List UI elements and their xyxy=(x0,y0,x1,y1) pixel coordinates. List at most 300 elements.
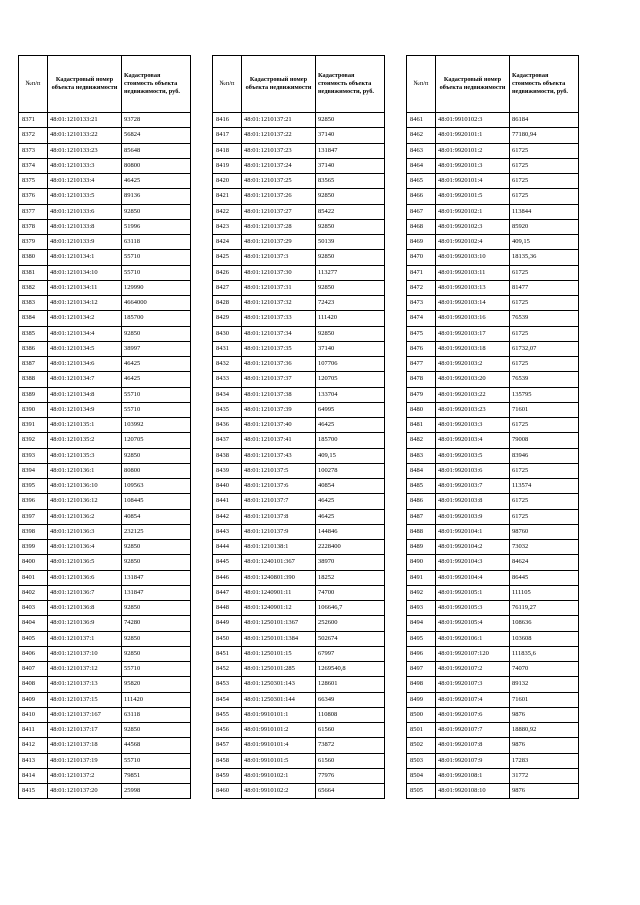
row-number: 8436 xyxy=(213,418,242,433)
register-table-column xyxy=(212,55,385,799)
table-row xyxy=(19,479,191,494)
row-number: 8376 xyxy=(19,189,48,204)
cadastral-number: 48:01:1210136:1 xyxy=(48,463,122,478)
cadastral-value: 111105 xyxy=(510,585,579,600)
cadastral-value: 185700 xyxy=(122,311,191,326)
row-number: 8417 xyxy=(213,128,242,143)
cadastral-number: 48:01:9920104:4 xyxy=(436,570,510,585)
cadastral-value: 61725 xyxy=(510,265,579,280)
header-number: №п/п xyxy=(19,56,48,113)
cadastral-value: 76119,27 xyxy=(510,601,579,616)
cadastral-value: 74700 xyxy=(316,585,385,600)
table-row xyxy=(407,326,579,341)
cadastral-number: 48:01:1210134:4 xyxy=(48,326,122,341)
row-number: 8373 xyxy=(19,143,48,158)
cadastral-value: 63118 xyxy=(122,235,191,250)
cadastral-number: 48:01:1210134:9 xyxy=(48,402,122,417)
row-number: 8394 xyxy=(19,463,48,478)
table-row xyxy=(19,341,191,356)
cadastral-number: 48:01:9920103:13 xyxy=(436,280,510,295)
table-row xyxy=(213,601,385,616)
cadastral-value: 92850 xyxy=(122,601,191,616)
cadastral-value: 80800 xyxy=(122,158,191,173)
table-row xyxy=(19,463,191,478)
cadastral-number: 48:01:1210136:6 xyxy=(48,570,122,585)
row-number: 8383 xyxy=(19,296,48,311)
table-row xyxy=(19,204,191,219)
table-header-row xyxy=(407,56,579,113)
row-number: 8399 xyxy=(19,540,48,555)
cadastral-number: 48:01:9920103:20 xyxy=(436,372,510,387)
row-number: 8396 xyxy=(19,494,48,509)
row-number: 8480 xyxy=(407,402,436,417)
cadastral-value: 92850 xyxy=(316,189,385,204)
cadastral-number: 48:01:1210133:6 xyxy=(48,204,122,219)
cadastral-value: 65664 xyxy=(316,784,385,799)
cadastral-value: 73872 xyxy=(316,738,385,753)
cadastral-value: 17283 xyxy=(510,753,579,768)
row-number: 8422 xyxy=(213,204,242,219)
cadastral-value: 502674 xyxy=(316,631,385,646)
table-row xyxy=(19,570,191,585)
cadastral-number: 48:01:1250301:144 xyxy=(242,692,316,707)
cadastral-number: 48:01:9920107:120 xyxy=(436,646,510,661)
row-number: 8474 xyxy=(407,311,436,326)
row-number: 8402 xyxy=(19,585,48,600)
cadastral-value: 61725 xyxy=(510,296,579,311)
table-row xyxy=(213,494,385,509)
cadastral-number: 48:01:1210136:3 xyxy=(48,524,122,539)
cadastral-number: 48:01:1210137:31 xyxy=(242,280,316,295)
table-row xyxy=(407,509,579,524)
cadastral-number: 48:01:9920107:7 xyxy=(436,723,510,738)
row-number: 8490 xyxy=(407,555,436,570)
row-number: 8451 xyxy=(213,646,242,661)
cadastral-number: 48:01:1210136:10 xyxy=(48,479,122,494)
table-row xyxy=(407,479,579,494)
row-number: 8397 xyxy=(19,509,48,524)
table-row xyxy=(19,784,191,799)
cadastral-number: 48:01:1210137:3 xyxy=(242,250,316,265)
row-number: 8493 xyxy=(407,601,436,616)
row-number: 8495 xyxy=(407,631,436,646)
cadastral-number: 48:01:9920103:16 xyxy=(436,311,510,326)
cadastral-value: 77180,94 xyxy=(510,128,579,143)
row-number: 8484 xyxy=(407,463,436,478)
cadastral-value: 61560 xyxy=(316,753,385,768)
cadastral-number: 48:01:9920103:10 xyxy=(436,250,510,265)
table-row xyxy=(213,616,385,631)
cadastral-value: 86184 xyxy=(510,113,579,128)
row-number: 8500 xyxy=(407,707,436,722)
cadastral-value: 61732,07 xyxy=(510,341,579,356)
table-row xyxy=(213,113,385,128)
cadastral-number: 48:01:1210133:8 xyxy=(48,219,122,234)
row-number: 8469 xyxy=(407,235,436,250)
cadastral-value: 76539 xyxy=(510,311,579,326)
table-row xyxy=(407,250,579,265)
cadastral-value: 46425 xyxy=(316,418,385,433)
table-row xyxy=(407,280,579,295)
table-row xyxy=(19,738,191,753)
row-number: 8392 xyxy=(19,433,48,448)
row-number: 8415 xyxy=(19,784,48,799)
row-number: 8460 xyxy=(213,784,242,799)
cadastral-value: 108636 xyxy=(510,616,579,631)
row-number: 8440 xyxy=(213,479,242,494)
row-number: 8446 xyxy=(213,570,242,585)
cadastral-value: 61725 xyxy=(510,357,579,372)
row-number: 8423 xyxy=(213,219,242,234)
cadastral-value: 46425 xyxy=(122,174,191,189)
row-number: 8489 xyxy=(407,540,436,555)
cadastral-number: 48:01:1210137:5 xyxy=(242,463,316,478)
cadastral-value: 83565 xyxy=(316,174,385,189)
cadastral-value: 92850 xyxy=(122,631,191,646)
cadastral-number: 48:01:9920103:18 xyxy=(436,341,510,356)
cadastral-number: 48:01:9920102:3 xyxy=(436,219,510,234)
cadastral-value: 77976 xyxy=(316,768,385,783)
table-row xyxy=(407,158,579,173)
cadastral-number: 48:01:1210134:6 xyxy=(48,357,122,372)
table-row xyxy=(407,784,579,799)
row-number: 8377 xyxy=(19,204,48,219)
row-number: 8445 xyxy=(213,555,242,570)
table-row xyxy=(407,448,579,463)
cadastral-value: 46425 xyxy=(122,357,191,372)
table-row xyxy=(213,463,385,478)
cadastral-number: 48:01:1210134:1 xyxy=(48,250,122,265)
row-number: 8424 xyxy=(213,235,242,250)
cadastral-number: 48:01:1210134:10 xyxy=(48,265,122,280)
cadastral-value: 56824 xyxy=(122,128,191,143)
cadastral-number: 48:01:1210137:9 xyxy=(242,524,316,539)
cadastral-value: 79008 xyxy=(510,433,579,448)
cadastral-value: 409,15 xyxy=(510,235,579,250)
row-number: 8449 xyxy=(213,616,242,631)
row-number: 8414 xyxy=(19,768,48,783)
cadastral-value: 131847 xyxy=(122,570,191,585)
cadastral-value: 9876 xyxy=(510,784,579,799)
row-number: 8444 xyxy=(213,540,242,555)
cadastral-number: 48:01:1210137:24 xyxy=(242,158,316,173)
row-number: 8454 xyxy=(213,692,242,707)
cadastral-number: 48:01:9910101:2 xyxy=(242,723,316,738)
cadastral-value: 92850 xyxy=(122,326,191,341)
row-number: 8437 xyxy=(213,433,242,448)
cadastral-value: 2228400 xyxy=(316,540,385,555)
cadastral-value: 129990 xyxy=(122,280,191,295)
row-number: 8479 xyxy=(407,387,436,402)
row-number: 8411 xyxy=(19,723,48,738)
table-row xyxy=(213,631,385,646)
row-number: 8477 xyxy=(407,357,436,372)
cadastral-number: 48:01:9920103:5 xyxy=(436,448,510,463)
table-row xyxy=(19,662,191,677)
cadastral-number: 48:01:9920105:4 xyxy=(436,616,510,631)
table-row xyxy=(213,418,385,433)
cadastral-number: 48:01:9920103:4 xyxy=(436,433,510,448)
row-number: 8380 xyxy=(19,250,48,265)
row-number: 8427 xyxy=(213,280,242,295)
table-row xyxy=(213,433,385,448)
cadastral-number: 48:01:1250101:1367 xyxy=(242,616,316,631)
cadastral-number: 48:01:9920103:2 xyxy=(436,357,510,372)
table-row xyxy=(19,158,191,173)
cadastral-value: 71601 xyxy=(510,692,579,707)
table-row xyxy=(407,219,579,234)
row-number: 8438 xyxy=(213,448,242,463)
table-row xyxy=(213,646,385,661)
cadastral-value: 38970 xyxy=(316,555,385,570)
row-number: 8466 xyxy=(407,189,436,204)
row-number: 8406 xyxy=(19,646,48,661)
cadastral-number: 48:01:1210136:4 xyxy=(48,540,122,555)
cadastral-number: 48:01:1210137:38 xyxy=(242,387,316,402)
table-row xyxy=(19,509,191,524)
table-row xyxy=(213,296,385,311)
cadastral-value: 92850 xyxy=(122,555,191,570)
table-row xyxy=(213,524,385,539)
cadastral-number: 48:01:1210137:13 xyxy=(48,677,122,692)
table-row xyxy=(213,662,385,677)
cadastral-value: 108445 xyxy=(122,494,191,509)
cadastral-value: 40854 xyxy=(122,509,191,524)
table-row xyxy=(407,585,579,600)
row-number: 8482 xyxy=(407,433,436,448)
table-row xyxy=(407,738,579,753)
cadastral-value: 92850 xyxy=(316,219,385,234)
cadastral-number: 48:01:9920105:3 xyxy=(436,601,510,616)
cadastral-number: 48:01:1240901:12 xyxy=(242,601,316,616)
cadastral-number: 48:01:9910101:5 xyxy=(242,753,316,768)
cadastral-value: 44568 xyxy=(122,738,191,753)
row-number: 8409 xyxy=(19,692,48,707)
cadastral-value: 86445 xyxy=(510,570,579,585)
cadastral-number: 48:01:1210137:39 xyxy=(242,402,316,417)
cadastral-number: 48:01:1210137:18 xyxy=(48,738,122,753)
cadastral-number: 48:01:9920107:8 xyxy=(436,738,510,753)
table-row xyxy=(19,174,191,189)
cadastral-value: 113844 xyxy=(510,204,579,219)
cadastral-number: 48:01:1210137:167 xyxy=(48,707,122,722)
cadastral-number: 48:01:9910101:1 xyxy=(242,707,316,722)
row-number: 8430 xyxy=(213,326,242,341)
cadastral-value: 46425 xyxy=(316,494,385,509)
table-row xyxy=(213,219,385,234)
cadastral-number: 48:01:1210133:23 xyxy=(48,143,122,158)
cadastral-value: 92850 xyxy=(316,250,385,265)
cadastral-value: 73032 xyxy=(510,540,579,555)
table-row xyxy=(19,128,191,143)
cadastral-number: 48:01:9910102:2 xyxy=(242,784,316,799)
table-row xyxy=(19,433,191,448)
table-row xyxy=(407,113,579,128)
row-number: 8421 xyxy=(213,189,242,204)
register-table-column xyxy=(18,55,191,799)
cadastral-number: 48:01:9920107:2 xyxy=(436,662,510,677)
cadastral-number: 48:01:1240901:11 xyxy=(242,585,316,600)
table-row xyxy=(407,631,579,646)
cadastral-value: 61725 xyxy=(510,463,579,478)
row-number: 8505 xyxy=(407,784,436,799)
row-number: 8381 xyxy=(19,265,48,280)
cadastral-number: 48:01:1210137:32 xyxy=(242,296,316,311)
cadastral-number: 48:01:1210137:28 xyxy=(242,219,316,234)
cadastral-number: 48:01:1210137:37 xyxy=(242,372,316,387)
row-number: 8388 xyxy=(19,372,48,387)
row-number: 8426 xyxy=(213,265,242,280)
row-number: 8408 xyxy=(19,677,48,692)
row-number: 8439 xyxy=(213,463,242,478)
cadastral-number: 48:01:9920103:22 xyxy=(436,387,510,402)
table-row xyxy=(19,524,191,539)
table-row xyxy=(213,204,385,219)
cadastral-number: 48:01:9920103:8 xyxy=(436,494,510,509)
cadastral-value: 9876 xyxy=(510,707,579,722)
table-row xyxy=(407,524,579,539)
row-number: 8428 xyxy=(213,296,242,311)
row-number: 8455 xyxy=(213,707,242,722)
cadastral-value: 55710 xyxy=(122,662,191,677)
cadastral-value: 46425 xyxy=(122,372,191,387)
cadastral-number: 48:01:1240801:390 xyxy=(242,570,316,585)
row-number: 8387 xyxy=(19,357,48,372)
table-row xyxy=(19,707,191,722)
cadastral-number: 48:01:9920103:11 xyxy=(436,265,510,280)
cadastral-value: 51996 xyxy=(122,219,191,234)
cadastral-value: 18880,92 xyxy=(510,723,579,738)
cadastral-number: 48:01:9920107:6 xyxy=(436,707,510,722)
table-row xyxy=(407,433,579,448)
cadastral-value: 113277 xyxy=(316,265,385,280)
table-row xyxy=(407,143,579,158)
table-row xyxy=(407,265,579,280)
row-number: 8441 xyxy=(213,494,242,509)
row-number: 8432 xyxy=(213,357,242,372)
table-row xyxy=(19,448,191,463)
row-number: 8425 xyxy=(213,250,242,265)
table-row xyxy=(213,372,385,387)
cadastral-value: 61725 xyxy=(510,143,579,158)
cadastral-number: 48:01:1210136:8 xyxy=(48,601,122,616)
row-number: 8404 xyxy=(19,616,48,631)
cadastral-number: 48:01:1210134:7 xyxy=(48,372,122,387)
cadastral-number: 48:01:9920107:4 xyxy=(436,692,510,707)
cadastral-value: 55710 xyxy=(122,402,191,417)
cadastral-value: 89136 xyxy=(122,189,191,204)
cadastral-number: 48:01:9920104:1 xyxy=(436,524,510,539)
cadastral-number: 48:01:9920102:4 xyxy=(436,235,510,250)
row-number: 8410 xyxy=(19,707,48,722)
cadastral-number: 48:01:1240101:367 xyxy=(242,555,316,570)
cadastral-value: 74280 xyxy=(122,616,191,631)
header-cadastral-value: Кадастровая стоимость объекта недвижимости, руб. xyxy=(122,56,191,113)
cadastral-number: 48:01:9920101:3 xyxy=(436,158,510,173)
row-number: 8503 xyxy=(407,753,436,768)
table-row xyxy=(213,357,385,372)
table-row xyxy=(407,570,579,585)
cadastral-number: 48:01:9920103:23 xyxy=(436,402,510,417)
table-row xyxy=(407,189,579,204)
cadastral-number: 48:01:1210137:19 xyxy=(48,753,122,768)
cadastral-value: 4664000 xyxy=(122,296,191,311)
row-number: 8371 xyxy=(19,113,48,128)
row-number: 8382 xyxy=(19,280,48,295)
cadastral-number: 48:01:9920107:3 xyxy=(436,677,510,692)
table-row xyxy=(213,235,385,250)
cadastral-number: 48:01:9920101:4 xyxy=(436,174,510,189)
cadastral-number: 48:01:1210137:20 xyxy=(48,784,122,799)
table-row xyxy=(19,540,191,555)
row-number: 8374 xyxy=(19,158,48,173)
cadastral-number: 48:01:1210136:5 xyxy=(48,555,122,570)
row-number: 8443 xyxy=(213,524,242,539)
row-number: 8453 xyxy=(213,677,242,692)
row-number: 8476 xyxy=(407,341,436,356)
cadastral-value: 61725 xyxy=(510,158,579,173)
row-number: 8485 xyxy=(407,479,436,494)
cadastral-number: 48:01:1210137:23 xyxy=(242,143,316,158)
table-row xyxy=(407,601,579,616)
cadastral-value: 109563 xyxy=(122,479,191,494)
table-row xyxy=(407,387,579,402)
table-row xyxy=(19,646,191,661)
table-row xyxy=(19,311,191,326)
table-header-row xyxy=(213,56,385,113)
cadastral-number: 48:01:1210133:3 xyxy=(48,158,122,173)
cadastral-number: 48:01:9910102:3 xyxy=(436,113,510,128)
cadastral-value: 37140 xyxy=(316,158,385,173)
cadastral-number: 48:01:1210137:25 xyxy=(242,174,316,189)
cadastral-value: 111420 xyxy=(122,692,191,707)
table-row xyxy=(213,280,385,295)
table-row xyxy=(213,723,385,738)
cadastral-value: 18252 xyxy=(316,570,385,585)
table-row xyxy=(19,143,191,158)
row-number: 8499 xyxy=(407,692,436,707)
table-row xyxy=(19,387,191,402)
table-row xyxy=(19,189,191,204)
table-row xyxy=(407,723,579,738)
cadastral-value: 120705 xyxy=(316,372,385,387)
table-row xyxy=(19,631,191,646)
row-number: 8375 xyxy=(19,174,48,189)
table-row xyxy=(19,402,191,417)
table-row xyxy=(213,707,385,722)
table-row xyxy=(407,768,579,783)
cadastral-value: 252600 xyxy=(316,616,385,631)
row-number: 8452 xyxy=(213,662,242,677)
cadastral-value: 92850 xyxy=(316,326,385,341)
table-row xyxy=(407,402,579,417)
cadastral-number: 48:01:1210135:3 xyxy=(48,448,122,463)
row-number: 8431 xyxy=(213,341,242,356)
cadastral-number: 48:01:1210137:15 xyxy=(48,692,122,707)
table-row xyxy=(213,174,385,189)
table-row xyxy=(213,143,385,158)
cadastral-value: 92850 xyxy=(122,646,191,661)
row-number: 8448 xyxy=(213,601,242,616)
row-number: 8429 xyxy=(213,311,242,326)
table-row xyxy=(407,677,579,692)
cadastral-number: 48:01:1210135:1 xyxy=(48,418,122,433)
cadastral-value: 85648 xyxy=(122,143,191,158)
table-row xyxy=(19,296,191,311)
header-cadastral-value: Кадастровая стоимость объекта недвижимости, руб. xyxy=(316,56,385,113)
cadastral-value: 61725 xyxy=(510,326,579,341)
row-number: 8488 xyxy=(407,524,436,539)
